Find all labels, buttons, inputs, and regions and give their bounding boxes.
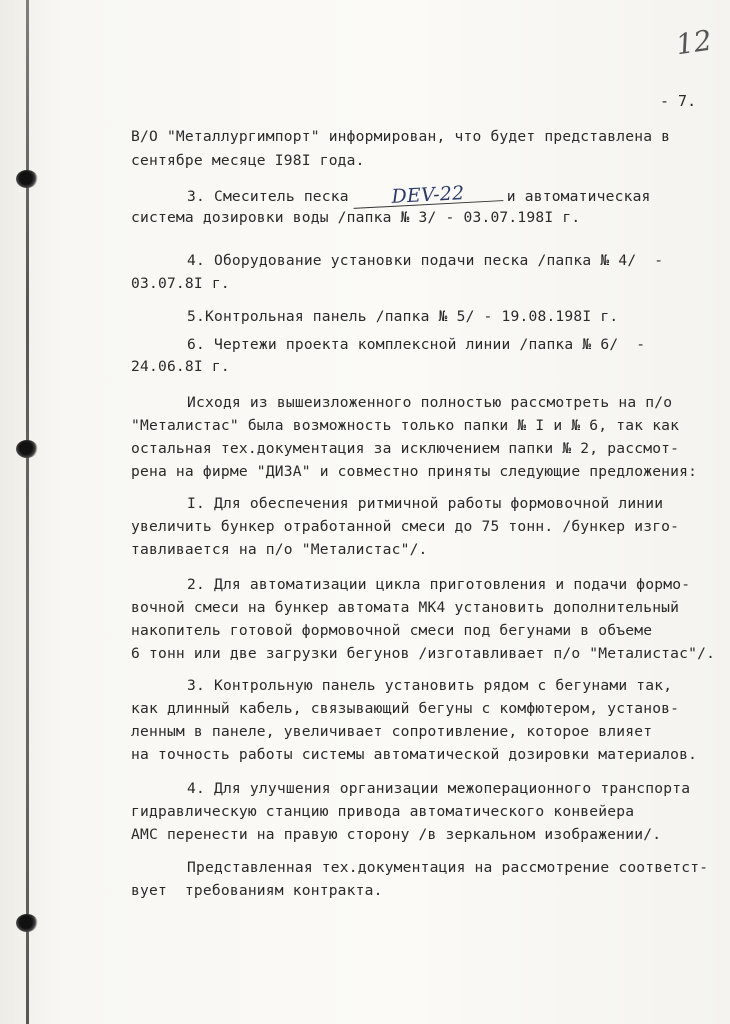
text-line: на точность работы системы автоматической дозировки материалов. [131, 746, 698, 763]
text-line: 2. Для автоматизации цикла приготовления и подачи формо- [187, 576, 691, 593]
punch-hole-3 [16, 914, 38, 932]
text-fragment: 3. Смеситель песка [187, 188, 349, 205]
text-line: 6. Чертежи проекта комплексной линии /папка № 6/ - [187, 336, 646, 353]
text-line: рена на фирме "ДИЗА" и совместно приняты следующие предложения: [131, 463, 698, 480]
text-fragment: и автоматическая [506, 188, 651, 205]
punch-hole-1 [16, 170, 38, 188]
text-line: I. Для обеспечения ритмичной работы формовочной линии [187, 495, 664, 512]
text-line: 24.06.8I г. [131, 358, 230, 375]
text-line: увеличить бункер отработанной смеси до 75 тонн. /бункер изго- [131, 518, 680, 535]
handwritten-model: DEV-22 [352, 182, 503, 209]
punch-hole-2 [16, 440, 38, 458]
text-line: 3. Контрольную панель установить рядом с бегунами так, [187, 677, 673, 694]
text-line: 4. Для улучшения организации межоперационного транспорта [187, 780, 691, 797]
text-line: тавливается на п/о "Металистас"/. [131, 541, 428, 558]
text-line: гидравлическую станцию привода автоматического конвейера [131, 803, 635, 820]
folio-mark: 12 [673, 23, 714, 62]
text-line: ленным в панеле, увеличивает сопротивление, которое влияет [131, 723, 653, 740]
text-line: В/О "Металлургимпорт" информирован, что будет представлена в [131, 128, 671, 145]
text-line: "Металистас" была возможность только папки № I и № 6, так как [131, 417, 680, 434]
text-line: АМС перенести на правую сторону /в зеркальном изображении/. [131, 826, 662, 843]
text-line: 4. Оборудование установки подачи песка /папка № 4/ - [187, 252, 664, 269]
text-line: Представленная тех.документация на рассмотрение соответст- [187, 859, 709, 876]
text-line: 5.Контрольная панель /папка № 5/ - 19.08.198I г. [187, 308, 619, 325]
text-line: сентябре месяце I98I года. [131, 152, 365, 169]
text-line: 03.07.8I г. [131, 275, 230, 292]
text-line: Исходя из вышеизложенного полностью рассмотреть на п/о [187, 394, 673, 411]
text-line: вует требованиям контракта. [131, 882, 383, 899]
item3-line1 [187, 182, 651, 208]
text-line: вочной смеси на бункер автомата МК4 установить дополнительный [131, 599, 680, 616]
text-line: остальная тех.документация за исключением папки № 2, рассмот- [131, 440, 680, 457]
text-line: 6 тонн или две загрузки бегунов /изготавливает п/о "Металистас"/. [131, 645, 716, 662]
text-line: накопитель готовой формовочной смеси под бегунами в объеме [131, 622, 653, 639]
text-line: система дозировки воды /папка № 3/ - 03.07.198I г. [131, 209, 581, 226]
page-number: - 7. [660, 92, 697, 110]
binding-line [26, 0, 29, 1024]
text-line: как длинный кабель, связывающий бегуны с комфютером, установ- [131, 700, 680, 717]
